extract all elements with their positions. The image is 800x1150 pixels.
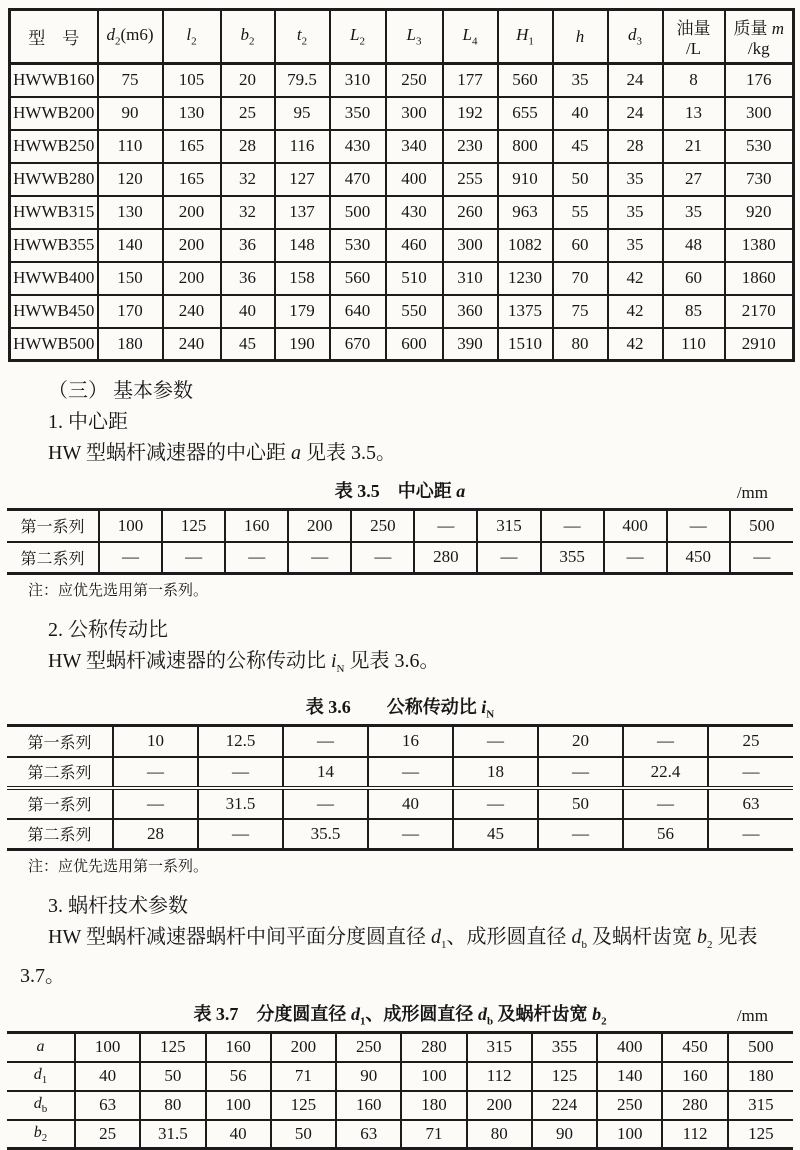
table-row [7, 819, 793, 850]
data-cell: 75 [98, 64, 163, 97]
data-cell: 28 [113, 819, 198, 850]
data-cell: — [283, 726, 368, 757]
data-cell: $H_1$ [498, 10, 553, 64]
row-label-cell: HWWB315 [10, 196, 98, 229]
row-label-cell: 第二系列 [7, 757, 113, 788]
data-cell: — [623, 726, 708, 757]
row-label-cell: HWWB160 [10, 64, 98, 97]
data-cell: 160 [336, 1091, 401, 1120]
table-row [7, 726, 793, 757]
data-cell: 179 [275, 295, 330, 328]
table-row [10, 262, 794, 295]
data-cell: — [351, 542, 414, 574]
data-cell: 48 [663, 229, 725, 262]
data-cell: 28 [221, 130, 275, 163]
data-cell: — [623, 788, 708, 819]
data-cell: 63 [336, 1120, 401, 1149]
data-cell: 63 [708, 788, 793, 819]
data-cell: 13 [663, 97, 725, 130]
data-cell: 176 [725, 64, 794, 97]
data-cell: 24 [608, 64, 663, 97]
row-label-cell: 第二系列 [7, 542, 99, 574]
data-cell: 2170 [725, 295, 794, 328]
data-cell: 27 [663, 163, 725, 196]
data-cell: 100 [206, 1091, 271, 1120]
row-label-cell: 型 号 [10, 10, 98, 64]
data-cell: 180 [401, 1091, 466, 1120]
heading-basic-params: （三） 基本参数 [48, 380, 193, 402]
data-cell: 71 [401, 1120, 466, 1149]
data-cell: 500 [330, 196, 386, 229]
data-cell: 110 [663, 328, 725, 361]
row-label-cell: 第一系列 [20, 519, 85, 537]
data-cell: 40 [221, 295, 275, 328]
data-cell: 190 [275, 328, 330, 361]
data-cell: 31.5 [140, 1120, 205, 1149]
data-cell: 42 [608, 328, 663, 361]
data-cell: 55 [553, 196, 608, 229]
data-cell: 125 [532, 1062, 597, 1091]
data-cell: 500 [730, 510, 793, 542]
table-row [7, 757, 793, 788]
data-cell: 50 [140, 1062, 205, 1091]
data-cell: 150 [98, 262, 163, 295]
nominal-ratio-table-group1 [7, 726, 793, 788]
data-cell: 550 [386, 295, 443, 328]
data-cell: 350 [330, 97, 386, 130]
data-cell: 40 [368, 788, 453, 819]
data-cell: 35 [608, 196, 663, 229]
data-cell: 50 [538, 788, 623, 819]
data-cell: 32 [221, 196, 275, 229]
data-cell: 200 [163, 229, 221, 262]
data-cell: 137 [275, 196, 330, 229]
data-cell: — [414, 510, 477, 542]
data-cell: 56 [206, 1062, 271, 1091]
data-cell: — [288, 542, 351, 574]
data-cell: 280 [414, 542, 477, 574]
data-cell: 200 [271, 1033, 336, 1062]
data-cell: 400 [597, 1033, 662, 1062]
data-cell: 21 [663, 130, 725, 163]
data-cell: 250 [336, 1033, 401, 1062]
data-cell: 200 [467, 1091, 532, 1120]
data-cell: — [225, 542, 288, 574]
data-cell: 200 [288, 510, 351, 542]
data-cell: 300 [725, 97, 794, 130]
table-row [7, 1120, 793, 1149]
data-cell: 670 [330, 328, 386, 361]
document-page [0, 8, 800, 1145]
data-cell: 40 [75, 1062, 140, 1091]
data-cell: — [99, 542, 162, 574]
data-cell: 963 [498, 196, 553, 229]
data-cell: 35 [553, 64, 608, 97]
worm-diameter-table [7, 1031, 793, 1150]
data-cell: 25 [75, 1120, 140, 1149]
data-cell: 63 [75, 1091, 140, 1120]
data-cell: 1860 [725, 262, 794, 295]
data-cell: 140 [98, 229, 163, 262]
table-row [10, 295, 794, 328]
data-cell: 80 [553, 328, 608, 361]
data-cell: 360 [443, 295, 498, 328]
table-row [7, 510, 793, 542]
data-cell: 315 [728, 1091, 793, 1120]
data-cell: 40 [206, 1120, 271, 1149]
data-cell: $l_2$ [163, 10, 221, 64]
data-cell: 560 [330, 262, 386, 295]
data-cell: 165 [163, 130, 221, 163]
table35-title-row [0, 479, 800, 504]
data-cell: 400 [386, 163, 443, 196]
data-cell: — [453, 726, 538, 757]
data-cell: 112 [467, 1062, 532, 1091]
table-row [7, 1091, 793, 1120]
row-label-cell: 第二系列 [7, 819, 113, 850]
row-label-cell: HWWB250 [10, 130, 98, 163]
paragraph-nominal-ratio: HW 型蜗杆减速器的公称传动比 $i_N$ 见表 3.6。 [48, 650, 440, 675]
data-cell: 80 [140, 1091, 205, 1120]
heading-worm-params: 3. 蜗杆技术参数 [48, 895, 188, 917]
data-cell: 25 [221, 97, 275, 130]
section-basic-params [20, 376, 780, 469]
data-cell: 530 [725, 130, 794, 163]
section-worm-params [20, 891, 780, 992]
row-label-cell: HWWB450 [10, 295, 98, 328]
data-cell: 310 [443, 262, 498, 295]
data-cell: — [368, 819, 453, 850]
data-cell: 45 [221, 328, 275, 361]
data-cell: 14 [283, 757, 368, 788]
data-cell: 50 [553, 163, 608, 196]
data-cell: $t_2$ [275, 10, 330, 64]
nominal-ratio-table-group2 [7, 788, 793, 850]
data-cell: 125 [271, 1091, 336, 1120]
data-cell: 300 [386, 97, 443, 130]
data-cell: 90 [98, 97, 163, 130]
table-row [10, 10, 794, 64]
data-cell: — [538, 819, 623, 850]
data-cell: 310 [330, 64, 386, 97]
data-cell: 400 [604, 510, 667, 542]
data-cell: $L_2$ [330, 10, 386, 64]
row-label-cell: HWWB355 [10, 229, 98, 262]
data-cell: 35 [608, 229, 663, 262]
data-cell: 450 [662, 1033, 727, 1062]
data-cell: 105 [163, 64, 221, 97]
data-cell: 42 [608, 262, 663, 295]
data-cell: — [541, 510, 604, 542]
data-cell: 8 [663, 64, 725, 97]
data-cell: 340 [386, 130, 443, 163]
data-cell: 60 [663, 262, 725, 295]
data-cell: 140 [597, 1062, 662, 1091]
worm-diameter-table-body [7, 1033, 793, 1149]
data-cell: 36 [221, 262, 275, 295]
data-cell: 460 [386, 229, 443, 262]
data-cell: 260 [443, 196, 498, 229]
data-cell: 180 [98, 328, 163, 361]
data-cell: 112 [662, 1120, 727, 1149]
data-cell: 655 [498, 97, 553, 130]
data-cell: 180 [728, 1062, 793, 1091]
data-cell: 600 [386, 328, 443, 361]
data-cell: — [538, 757, 623, 788]
data-cell: 1375 [498, 295, 553, 328]
data-cell: 165 [163, 163, 221, 196]
data-cell: 质量 m /kg [725, 10, 794, 64]
table36-title-row [0, 695, 800, 720]
data-cell: 510 [386, 262, 443, 295]
table-row [7, 788, 793, 819]
data-cell: 12.5 [198, 726, 283, 757]
data-cell: 1230 [498, 262, 553, 295]
data-cell: — [604, 542, 667, 574]
table35-note: 注：应优先选用第一系列。 [28, 583, 209, 599]
data-cell: 240 [163, 295, 221, 328]
row-label-cell: $d_b$ [7, 1091, 75, 1120]
data-cell: 160 [206, 1033, 271, 1062]
row-label-cell: a [36, 1038, 45, 1056]
data-cell: 50 [271, 1120, 336, 1149]
data-cell: 430 [386, 196, 443, 229]
data-cell: 200 [163, 196, 221, 229]
data-cell: 75 [553, 295, 608, 328]
row-label-cell: $b_2$ [7, 1120, 75, 1149]
row-label-cell: HWWB200 [10, 97, 98, 130]
row-label-cell: 第一系列 [7, 788, 113, 819]
data-cell: 90 [532, 1120, 597, 1149]
data-cell: 130 [163, 97, 221, 130]
data-cell: 280 [401, 1033, 466, 1062]
table-row [10, 97, 794, 130]
data-cell: 110 [98, 130, 163, 163]
center-distance-table [7, 508, 793, 575]
table37-title-row [0, 1002, 800, 1027]
paragraph-center-distance: HW 型蜗杆减速器的中心距 a 见表 3.5。 [48, 442, 396, 464]
table-row [7, 1062, 793, 1091]
data-cell: 250 [386, 64, 443, 97]
data-cell: 56 [623, 819, 708, 850]
data-cell: 1082 [498, 229, 553, 262]
row-label-cell: HWWB400 [10, 262, 98, 295]
data-cell: 36 [221, 229, 275, 262]
data-cell: — [162, 542, 225, 574]
data-cell: 25 [708, 726, 793, 757]
data-cell: 240 [163, 328, 221, 361]
heading-center-distance: 1. 中心距 [48, 411, 128, 433]
table-row [7, 1033, 793, 1062]
data-cell: 910 [498, 163, 553, 196]
data-cell: 160 [662, 1062, 727, 1091]
data-cell: — [113, 757, 198, 788]
data-cell: — [730, 542, 793, 574]
data-cell: $d_2(m6)$ [98, 10, 163, 64]
section-nominal-ratio [20, 615, 780, 685]
data-cell: 730 [725, 163, 794, 196]
data-cell: 280 [662, 1091, 727, 1120]
data-cell: 500 [728, 1033, 793, 1062]
hwwb-table-body [10, 64, 794, 361]
heading-nominal-ratio: 2. 公称传动比 [48, 619, 168, 641]
data-cell: 100 [401, 1062, 466, 1091]
data-cell: — [708, 757, 793, 788]
data-cell: 640 [330, 295, 386, 328]
data-cell: 300 [443, 229, 498, 262]
data-cell: 250 [351, 510, 414, 542]
data-cell: 42 [608, 295, 663, 328]
data-cell: 470 [330, 163, 386, 196]
table35-title: 表 3.5 中心距 a [334, 481, 466, 501]
data-cell: 430 [330, 130, 386, 163]
table-row [7, 542, 793, 574]
table35-unit-label: /mm [736, 483, 768, 502]
row-label-cell: $d_1$ [7, 1062, 75, 1091]
data-cell: — [667, 510, 730, 542]
data-cell: 79.5 [275, 64, 330, 97]
data-cell: — [283, 788, 368, 819]
data-cell: — [477, 542, 540, 574]
data-cell: 85 [663, 295, 725, 328]
data-cell: 28 [608, 130, 663, 163]
data-cell: 40 [553, 97, 608, 130]
data-cell: 192 [443, 97, 498, 130]
table-row [10, 163, 794, 196]
data-cell: 530 [330, 229, 386, 262]
data-cell: — [113, 788, 198, 819]
data-cell: 70 [553, 262, 608, 295]
data-cell: 35 [663, 196, 725, 229]
paragraph-worm-params: HW 型蜗杆减速器蜗杆中间平面分度圆直径 $d_1$、成形圆直径 $d_b$ 及蜗杆齿宽 $b_2$ 见表 3.7。 [20, 926, 758, 987]
data-cell: 95 [275, 97, 330, 130]
data-cell: 45 [453, 819, 538, 850]
data-cell: 71 [271, 1062, 336, 1091]
data-cell: 130 [98, 196, 163, 229]
data-cell: 200 [163, 262, 221, 295]
data-cell: 355 [532, 1033, 597, 1062]
center-distance-table-body [7, 510, 793, 574]
data-cell: 224 [532, 1091, 597, 1120]
row-label-cell: HWWB280 [10, 163, 98, 196]
data-cell: h [553, 10, 608, 64]
data-cell: 160 [225, 510, 288, 542]
data-cell: 80 [467, 1120, 532, 1149]
data-cell: 10 [113, 726, 198, 757]
data-cell: 22.4 [623, 757, 708, 788]
data-cell: 800 [498, 130, 553, 163]
data-cell: — [453, 788, 538, 819]
data-cell: 油量 /L [663, 10, 725, 64]
data-cell: 127 [275, 163, 330, 196]
data-cell: $L_3$ [386, 10, 443, 64]
data-cell: 315 [467, 1033, 532, 1062]
data-cell: 120 [98, 163, 163, 196]
data-cell: 90 [336, 1062, 401, 1091]
table-row [10, 130, 794, 163]
data-cell: 16 [368, 726, 453, 757]
data-cell: 250 [597, 1091, 662, 1120]
data-cell: 18 [453, 757, 538, 788]
data-cell: 100 [75, 1033, 140, 1062]
data-cell: 255 [443, 163, 498, 196]
nominal-ratio-table [7, 724, 793, 851]
data-cell: 100 [597, 1120, 662, 1149]
data-cell: — [198, 757, 283, 788]
data-cell: 230 [443, 130, 498, 163]
data-cell: $d_3$ [608, 10, 663, 64]
data-cell: 35 [608, 163, 663, 196]
data-cell: 125 [140, 1033, 205, 1062]
table-row [10, 64, 794, 97]
data-cell: 24 [608, 97, 663, 130]
data-cell: 158 [275, 262, 330, 295]
hwwb-dimensions-table [8, 8, 795, 362]
data-cell: 31.5 [198, 788, 283, 819]
data-cell: 20 [538, 726, 623, 757]
data-cell: 32 [221, 163, 275, 196]
data-cell: 125 [728, 1120, 793, 1149]
data-cell: 450 [667, 542, 730, 574]
data-cell: 100 [99, 510, 162, 542]
table-row [10, 196, 794, 229]
data-cell: 920 [725, 196, 794, 229]
data-cell: 116 [275, 130, 330, 163]
data-cell: 170 [98, 295, 163, 328]
table-row [10, 229, 794, 262]
data-cell: 177 [443, 64, 498, 97]
table-row [10, 328, 794, 361]
data-cell: 35.5 [283, 819, 368, 850]
data-cell: 148 [275, 229, 330, 262]
data-cell: 125 [162, 510, 225, 542]
row-label-cell: HWWB500 [10, 328, 98, 361]
table36-note: 注：应优先选用第一系列。 [28, 859, 209, 875]
data-cell: 315 [477, 510, 540, 542]
data-cell: 1510 [498, 328, 553, 361]
data-cell: 355 [541, 542, 604, 574]
data-cell: — [368, 757, 453, 788]
data-cell: 2910 [725, 328, 794, 361]
table36-title: 表 3.6 公称传动比 $i_N$ [305, 697, 495, 721]
data-cell: 560 [498, 64, 553, 97]
data-cell: — [708, 819, 793, 850]
data-cell: 45 [553, 130, 608, 163]
data-cell: 60 [553, 229, 608, 262]
row-label-cell: 第一系列 [27, 734, 92, 752]
table37-unit-label: /mm [736, 1006, 768, 1025]
data-cell: — [198, 819, 283, 850]
data-cell: $b_2$ [221, 10, 275, 64]
data-cell: $L_4$ [443, 10, 498, 64]
data-cell: 390 [443, 328, 498, 361]
data-cell: 20 [221, 64, 275, 97]
hwwb-table-header [10, 10, 794, 64]
data-cell: 1380 [725, 229, 794, 262]
table37-title: 表 3.7 分度圆直径 $d_1$、成形圆直径 $d_b$ 及蜗杆齿宽 $b_2$ [193, 1004, 607, 1028]
